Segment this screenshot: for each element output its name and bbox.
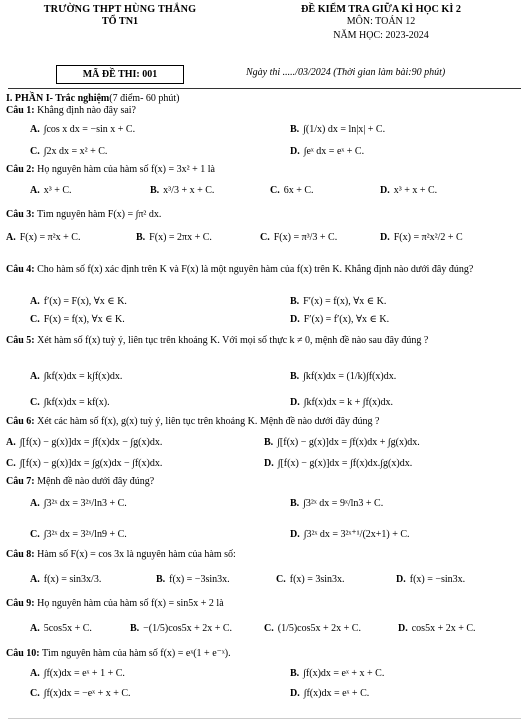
option-b: B. f(x) = −3sin3x.	[156, 574, 230, 585]
section-points: (7 điểm- 60 phút)	[109, 93, 180, 104]
option-d: D. f(x) = −sin3x.	[396, 574, 466, 585]
question-number: Câu 9:	[6, 598, 35, 609]
option-d: D. F(x) = π²x²/2 + C	[380, 232, 463, 243]
option-b: B. ∫f(x)dx = eˣ + x + C.	[290, 668, 385, 679]
question-text: Họ nguyên hàm của hàm số f(x) = 3x² + 1 là	[37, 164, 215, 175]
question-3	[6, 209, 161, 220]
option-c: C. F(x) = f(x), ∀x ∈ K.	[30, 314, 125, 325]
school-year: NĂM HỌC: 2023-2024	[333, 30, 429, 41]
option-c: C. ∫[f(x) − g(x)]dx = ∫g(x)dx − ∫f(x)dx.	[6, 458, 163, 469]
question-number: Câu 5:	[6, 335, 35, 346]
question-number: Câu 2:	[6, 164, 35, 175]
header-right	[236, 4, 526, 41]
question-number: Câu 10:	[6, 648, 40, 659]
option-c: C. ∫3²ˣ dx = 3²ˣ/ln9 + C.	[30, 529, 127, 540]
option-a: A. f′(x) = F(x), ∀x ∈ K.	[30, 296, 127, 307]
header-left	[20, 4, 220, 27]
question-number: Câu 1:	[6, 105, 35, 116]
question-text: Khẳng định nào đây sai?	[37, 105, 136, 116]
question-9	[6, 598, 224, 609]
option-a: A. ∫3²ˣ dx = 3²ˣ/ln3 + C.	[30, 498, 127, 509]
option-d: D. ∫kf(x)dx = k + ∫f(x)dx.	[290, 397, 393, 408]
question-8	[6, 549, 236, 560]
option-b: B. x³/3 + x + C.	[150, 185, 215, 196]
school-name: TRƯỜNG THPT HÙNG THẮNG	[43, 4, 197, 15]
option-c: C. F(x) = π³/3 + C.	[260, 232, 338, 243]
option-a: A. f(x) = sin3x/3.	[30, 574, 102, 585]
exam-date-line: Ngày thi ...../03/2024 (Thời gian làm bài:90 phút)	[246, 67, 446, 78]
section-title-text: I. PHẦN I- Trắc nghiệm	[6, 93, 110, 104]
question-7	[6, 476, 154, 487]
option-c: C. 6x + C.	[270, 185, 314, 196]
option-b: B. ∫(1/x) dx = ln|x| + C.	[290, 124, 386, 135]
question-1	[6, 105, 136, 116]
question-text: Xét các hàm số f(x), g(x) tuỳ ý, liên tục trên khoảng K. Mệnh đề nào dưới đây đúng ?	[37, 416, 380, 427]
option-c: C. ∫kf(x)dx = kf(x).	[30, 397, 110, 408]
option-b: B. ∫3²ˣ dx = 9ˣ/ln3 + C.	[290, 498, 384, 509]
question-text: Mệnh đề nào dưới đây đúng?	[37, 476, 155, 487]
option-a: A. 5cos5x + C.	[30, 623, 92, 634]
question-text: Họ nguyên hàm của hàm số f(x) = sin5x + 2 là	[37, 598, 224, 609]
question-text: Xét hàm số f(x) tuỳ ý, liên tục trên khoảng K. Với mọi số thực k ≠ 0, mệnh đề nào sau đây đúng ?	[37, 335, 429, 346]
option-d: D. ∫eˣ dx = eˣ + C.	[290, 146, 365, 157]
department-name: TỔ TN1	[101, 16, 139, 27]
option-b: B. F′(x) = f(x), ∀x ∈ K.	[290, 296, 387, 307]
question-5	[6, 333, 522, 348]
question-4	[6, 262, 522, 277]
option-d: D. cos5x + 2x + C.	[398, 623, 476, 634]
question-number: Câu 8:	[6, 549, 35, 560]
exam-code-box: MÃ ĐỀ THI: 001	[56, 65, 184, 84]
option-d: D. F′(x) = f′(x), ∀x ∈ K.	[290, 314, 390, 325]
option-c: C. f(x) = 3sin3x.	[276, 574, 345, 585]
option-b: B. F(x) = 2πx + C.	[136, 232, 212, 243]
exam-title: ĐỀ KIỂM TRA GIỮA KÌ HỌC KÌ 2	[301, 4, 461, 15]
option-d: D. ∫[f(x) − g(x)]dx = ∫f(x)dx.∫g(x)dx.	[264, 458, 413, 469]
question-number: Câu 4:	[6, 264, 35, 275]
question-6	[6, 416, 379, 427]
question-2	[6, 164, 215, 175]
option-d: D. ∫3²ˣ dx = 3²ˣ⁺¹/(2x+1) + C.	[290, 529, 410, 540]
option-b: B. ∫kf(x)dx = (1/k)∫f(x)dx.	[290, 371, 397, 382]
section-title	[6, 93, 180, 104]
question-number: Câu 6:	[6, 416, 35, 427]
option-d: D. x³ + x + C.	[380, 185, 438, 196]
question-text: Tìm nguyên hàm của hàm số f(x) = eˣ(1 + e⁻ˣ).	[41, 648, 231, 659]
exam-subject: MÔN: TOÁN 12	[346, 16, 416, 27]
page-bottom-line	[8, 718, 521, 719]
header-divider	[8, 88, 521, 89]
question-text: Hàm số F(x) = cos 3x là nguyên hàm của hàm số:	[37, 549, 236, 560]
option-a: A. ∫kf(x)dx = k∫f(x)dx.	[30, 371, 123, 382]
option-d: D. ∫f(x)dx = eˣ + C.	[290, 688, 370, 699]
option-b: B. −(1/5)cos5x + 2x + C.	[130, 623, 233, 634]
option-c: C. (1/5)cos5x + 2x + C.	[264, 623, 361, 634]
question-number: Câu 7:	[6, 476, 35, 487]
question-number: Câu 3:	[6, 209, 35, 220]
question-10	[6, 648, 231, 659]
option-a: A. ∫cos x dx = −sin x + C.	[30, 124, 136, 135]
option-a: A. ∫f(x)dx = eˣ + 1 + C.	[30, 668, 125, 679]
option-a: A. ∫[f(x) − g(x)]dx = ∫f(x)dx − ∫g(x)dx.	[6, 437, 163, 448]
option-b: B. ∫[f(x) − g(x)]dx = ∫f(x)dx + ∫g(x)dx.	[264, 437, 420, 448]
option-a: A. x³ + C.	[30, 185, 72, 196]
option-a: A. F(x) = π²x + C.	[6, 232, 81, 243]
option-c: C. ∫2x dx = x² + C.	[30, 146, 108, 157]
question-text: Cho hàm số f(x) xác định trên K và F(x) là một nguyên hàm của f(x) trên K. Khẳng định nào dưới đây đúng?	[37, 264, 474, 275]
question-text: Tìm nguyên hàm F(x) = ∫π² dx.	[36, 209, 162, 220]
option-c: C. ∫f(x)dx = −eˣ + x + C.	[30, 688, 131, 699]
